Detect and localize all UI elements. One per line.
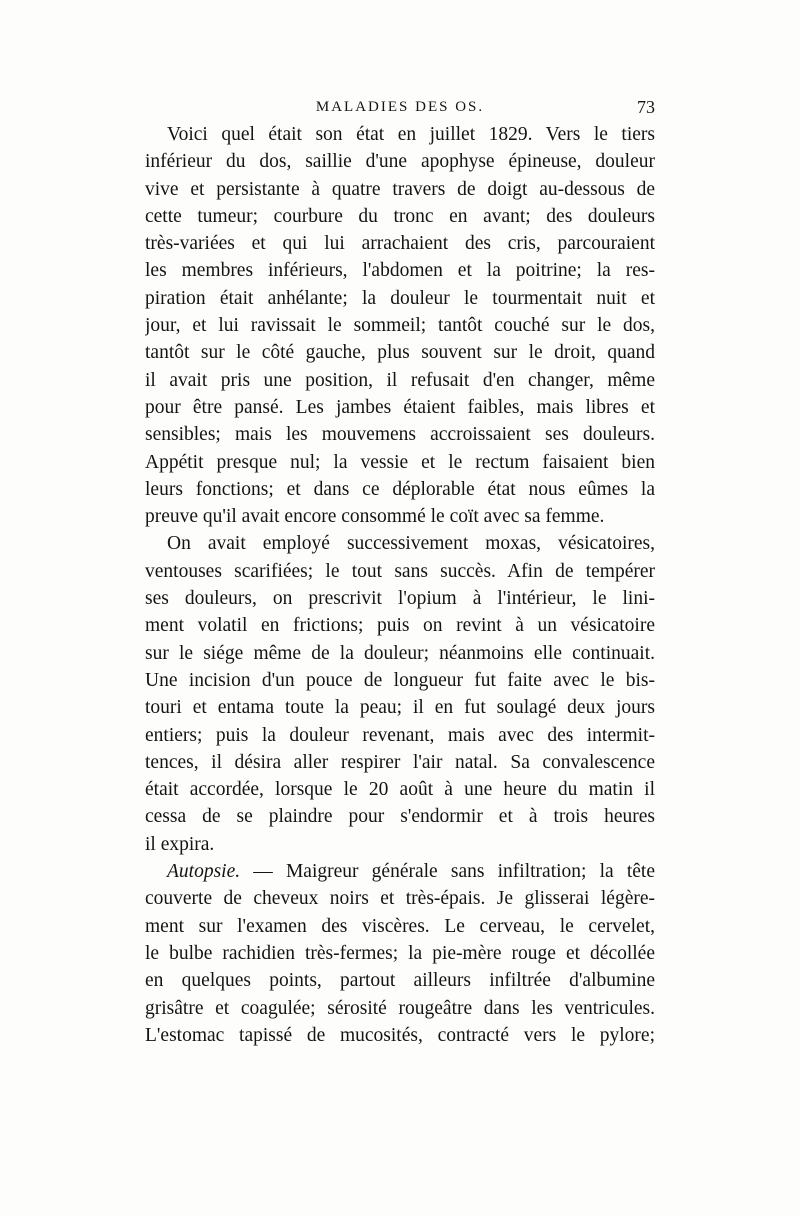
text-line: Appétit presque nul; la vessie et le rectum faisaient bien: [145, 451, 655, 473]
text-line: était accordée, lorsque le 20 août à une heure du matin il: [145, 779, 655, 801]
text-line: preuve qu'il avait encore consommé le coït avec sa femme.: [145, 506, 605, 528]
text-line: jour, et lui ravissait le sommeil; tantôt couché sur le dos,: [145, 315, 655, 337]
text-line: L'estomac tapissé de mucosités, contracté vers le pylore;: [145, 1024, 655, 1046]
text-line: Une incision d'un pouce de longueur fut faite avec le bis-: [145, 669, 655, 691]
text-line: tences, il désira aller respirer l'air natal. Sa convalescence: [145, 751, 655, 773]
text-line: couverte de cheveux noirs et très-épais. Je glisserai légère-: [145, 888, 655, 910]
text-line: ment sur l'examen des viscères. Le cerveau, le cervelet,: [145, 915, 655, 937]
text-line: le bulbe rachidien très-fermes; la pie-mère rouge et décollée: [145, 942, 655, 964]
text-line: grisâtre et coagulée; sérosité rougeâtre dans les ventricules.: [145, 997, 655, 1019]
text-line: il expira.: [145, 833, 215, 855]
text-line: On avait employé successivement moxas, vésicatoires,: [167, 533, 655, 555]
text-line: ses douleurs, on prescrivit l'opium à l'intérieur, le lini-: [145, 588, 655, 610]
text-line: piration était anhélante; la douleur le tourmentait nuit et: [145, 287, 655, 309]
text-line: en quelques points, partout ailleurs infiltrée d'albumine: [145, 970, 655, 992]
text-line: cette tumeur; courbure du tronc en avant; des douleurs: [145, 205, 655, 227]
text-line: inférieur du dos, saillie d'une apophyse épineuse, douleur: [145, 151, 655, 173]
text-line: tantôt sur le côté gauche, plus souvent sur le droit, quand: [145, 342, 655, 364]
running-head: [145, 92, 655, 122]
text-line: ventouses scarifiées; le tout sans succès. Afin de tempérer: [145, 560, 655, 582]
text-line: touri et entama toute la peau; il en fut soulagé deux jours: [145, 697, 655, 719]
text-line: [145, 858, 655, 885]
body-text: [145, 121, 655, 1049]
text-line: il avait pris une position, il refusait d'en changer, même: [145, 369, 655, 391]
text-line: sur le siége même de la douleur; néanmoins elle continuait.: [145, 642, 655, 664]
text-line-continuation: — Maigreur générale sans infiltration; la tête: [240, 861, 655, 883]
text-line: entiers; puis la douleur revenant, mais avec des intermit-: [145, 724, 655, 746]
text-line: ment volatil en frictions; puis on revint à un vésicatoire: [145, 615, 655, 637]
text-line: cessa de se plaindre pour s'endormir et à trois heures: [145, 806, 655, 828]
text-line: leurs fonctions; et dans ce déplorable état nous eûmes la: [145, 478, 655, 500]
text-line: Voici quel était son état en juillet 1829. Vers le tiers: [167, 124, 655, 145]
text-line: pour être pansé. Les jambes étaient faibles, mais libres et: [145, 396, 655, 418]
running-title: MALADIES DES OS.: [315, 99, 485, 115]
text-line: très-variées et qui lui arrachaient des cris, parcouraient: [145, 233, 655, 255]
text-line: les membres inférieurs, l'abdomen et la poitrine; la res-: [145, 260, 655, 282]
text-line: sensibles; mais les mouvemens accroissaient ses douleurs.: [145, 424, 655, 446]
text-line: vive et persistante à quatre travers de doigt au-dessous de: [145, 178, 655, 200]
page-number: 73: [637, 97, 655, 117]
autopsy-heading: Autopsie.: [167, 861, 241, 883]
